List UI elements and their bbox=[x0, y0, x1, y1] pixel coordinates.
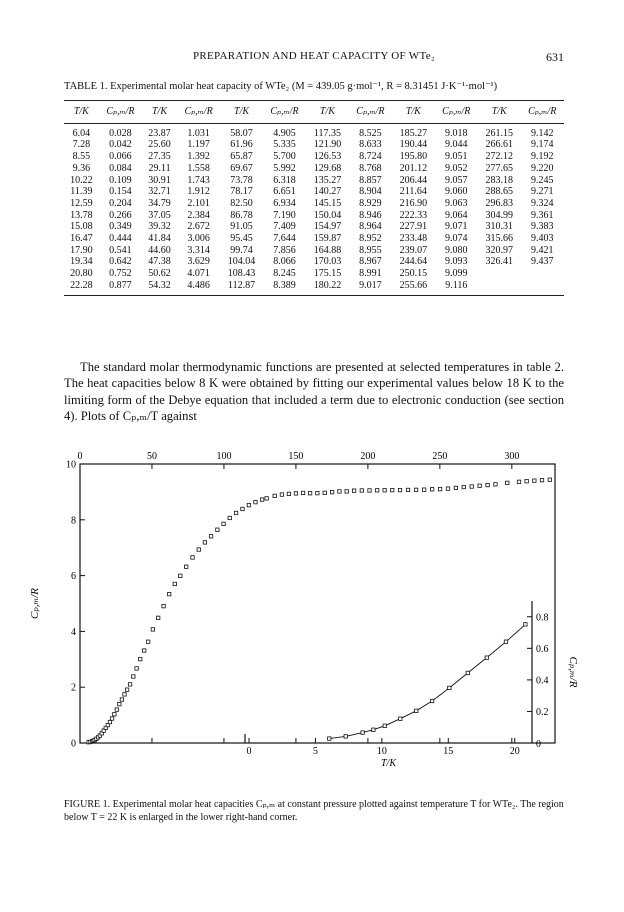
main-data-point bbox=[123, 693, 126, 696]
table-cell: 9.044 bbox=[445, 139, 468, 151]
table-cell: 277.65 bbox=[485, 162, 513, 174]
table-cell: 145.15 bbox=[313, 197, 342, 209]
table-header-10: T/K bbox=[478, 101, 520, 124]
main-data-point bbox=[294, 492, 297, 495]
main-data-point bbox=[125, 688, 128, 691]
running-title: PREPARATION AND HEAT CAPACITY OF WTe₂ bbox=[192, 50, 436, 62]
main-data-point bbox=[184, 565, 187, 568]
main-data-point bbox=[308, 492, 311, 495]
table-cell: 1.558 bbox=[187, 162, 210, 174]
main-data-point bbox=[151, 628, 154, 631]
table-cell: 3.314 bbox=[187, 244, 210, 256]
table-cell: 288.65 bbox=[485, 186, 513, 198]
inset-y-tick-label: 0.8 bbox=[536, 612, 549, 624]
table-cell: 126.53 bbox=[313, 151, 342, 163]
table-cell: 9.116 bbox=[435, 280, 478, 295]
main-x-tick-label: 300 bbox=[504, 451, 520, 462]
inset-y-axis-label: Cₚ,ₘ/R bbox=[567, 656, 579, 688]
inset-data-point bbox=[430, 699, 433, 702]
main-y-tick-label: 4 bbox=[71, 626, 76, 638]
table-cell: 0.349 bbox=[109, 221, 132, 233]
main-data-point bbox=[414, 488, 417, 491]
table-cell: 9.324 bbox=[530, 197, 554, 209]
table-cell: 19.34 bbox=[70, 256, 93, 268]
table-cell: 11.39 bbox=[70, 186, 93, 198]
page-number: 631 bbox=[546, 50, 564, 64]
main-y-tick-label: 0 bbox=[71, 738, 76, 750]
main-data-point bbox=[191, 556, 194, 559]
table-cell: 185.27 bbox=[399, 127, 428, 139]
main-data-point bbox=[540, 478, 543, 481]
table-cell: 315.66 bbox=[485, 233, 513, 245]
table-cell: 69.67 bbox=[230, 162, 253, 174]
inset-data-point bbox=[344, 735, 347, 738]
table-cell: 320.97 bbox=[485, 244, 513, 256]
main-data-point bbox=[203, 541, 206, 544]
table-cell: 8.066 bbox=[273, 256, 296, 268]
table-cell: 8.952 bbox=[359, 233, 382, 245]
table-cell: 9.018 bbox=[445, 127, 468, 139]
table-cell: 9.361 bbox=[530, 209, 554, 221]
table-cell: 9.220 bbox=[530, 162, 554, 174]
table-cell: 82.50 bbox=[230, 197, 253, 209]
table-cell: 201.12 bbox=[399, 162, 428, 174]
inset-x-tick-label: 5 bbox=[312, 746, 318, 757]
table-header-0: T/K bbox=[64, 101, 99, 124]
table-cell: 0.752 bbox=[109, 268, 132, 280]
table-cell: 9.245 bbox=[530, 174, 554, 186]
table-cell: 9.271 bbox=[530, 186, 554, 198]
table-cell: 8.389 bbox=[263, 280, 306, 295]
table-cell: 20.80 bbox=[70, 268, 93, 280]
main-data-point bbox=[406, 488, 409, 491]
main-data-point bbox=[470, 485, 473, 488]
table-cell: 9.421 bbox=[530, 244, 554, 256]
table-cell: 7.28 bbox=[72, 139, 91, 151]
inset-x-tick-label: 10 bbox=[376, 746, 387, 757]
table-cell: 54.32 bbox=[142, 280, 177, 295]
inset-y-tick-label: 0.4 bbox=[536, 675, 549, 687]
table-cell: 2.101 bbox=[187, 197, 210, 209]
table-cell: 9.36 bbox=[72, 162, 91, 174]
table-cell: 250.15 bbox=[399, 268, 428, 280]
table-cell: 22.28 bbox=[64, 280, 99, 295]
main-y-tick-label: 8 bbox=[71, 515, 76, 527]
table-cell: 211.64 bbox=[399, 186, 427, 198]
main-data-point bbox=[254, 500, 257, 503]
table-cell: 261.15 bbox=[485, 127, 513, 139]
table-cell: 266.61 bbox=[485, 139, 513, 151]
table-cell: 30.91 bbox=[148, 174, 171, 186]
table-cell: 15.08 bbox=[70, 221, 93, 233]
main-data-point bbox=[260, 498, 263, 501]
table-cell: 159.87 bbox=[313, 233, 342, 245]
table-cell: 239.07 bbox=[399, 244, 428, 256]
table-cell: 16.47 bbox=[70, 233, 93, 245]
table-cell: 1.912 bbox=[187, 186, 210, 198]
table-cell: 117.35 bbox=[313, 127, 341, 139]
inset-x-tick-label: 15 bbox=[443, 746, 454, 757]
main-data-point bbox=[368, 489, 371, 492]
main-data-point bbox=[139, 657, 142, 660]
table-cell: 1.743 bbox=[187, 174, 210, 186]
main-y-tick-label: 10 bbox=[66, 459, 76, 471]
table-cell: 25.60 bbox=[148, 139, 171, 151]
table-cell: 0.266 bbox=[109, 209, 132, 221]
table-cell: 8.964 bbox=[359, 221, 382, 233]
table-cell: 73.78 bbox=[230, 174, 253, 186]
inset-data-point bbox=[415, 709, 418, 712]
table-cell: 6.934 bbox=[273, 197, 296, 209]
main-data-point bbox=[179, 574, 182, 577]
table-cell: 104.04 bbox=[227, 256, 256, 268]
table-cell: 3.629 bbox=[187, 256, 210, 268]
table-cell: 6.318 bbox=[273, 174, 296, 186]
inset-x-tick-label: 0 bbox=[246, 746, 252, 757]
main-x-tick-label: 200 bbox=[360, 451, 376, 462]
table-cell: 129.68 bbox=[313, 162, 342, 174]
main-y-tick-label: 6 bbox=[71, 571, 76, 583]
table-cell: 13.78 bbox=[70, 209, 93, 221]
main-data-point bbox=[197, 548, 200, 551]
table-cell: 5.335 bbox=[273, 139, 296, 151]
main-x-tick-label: 100 bbox=[216, 451, 232, 462]
table-cell: 121.90 bbox=[313, 139, 342, 151]
main-data-point bbox=[128, 683, 131, 686]
table-cell: 9.437 bbox=[530, 256, 554, 268]
table-cell: 227.91 bbox=[399, 221, 428, 233]
table-cell: 9.080 bbox=[445, 244, 468, 256]
inset-y-tick-label: 0.6 bbox=[536, 643, 549, 655]
table-cell: 255.66 bbox=[392, 280, 434, 295]
main-data-point bbox=[548, 478, 551, 481]
table-cell: 1.392 bbox=[187, 151, 210, 163]
main-data-point bbox=[273, 494, 276, 497]
table-cell: 99.74 bbox=[230, 244, 253, 256]
table-cell: 0.154 bbox=[109, 186, 132, 198]
main-data-point bbox=[430, 488, 433, 491]
table-cell: 91.05 bbox=[230, 221, 253, 233]
main-data-point bbox=[478, 484, 481, 487]
main-data-point bbox=[265, 497, 268, 500]
table-cell: 39.32 bbox=[148, 221, 171, 233]
main-data-point bbox=[228, 516, 231, 519]
table-cell: 180.22 bbox=[306, 280, 348, 295]
table-cell: 8.768 bbox=[359, 162, 382, 174]
table-cell: 244.64 bbox=[399, 256, 428, 268]
inset-data-point bbox=[504, 640, 507, 643]
main-data-point bbox=[375, 489, 378, 492]
table-cell: 95.45 bbox=[230, 233, 253, 245]
table-cell: 7.409 bbox=[273, 221, 296, 233]
main-data-point bbox=[398, 488, 401, 491]
table-cell: 10.22 bbox=[70, 174, 93, 186]
table-cell: 9.071 bbox=[445, 221, 468, 233]
table-caption: TABLE 1. Experimental molar heat capacity of WTe₂ (M = 439.05 g·mol⁻¹, R = 8.31451 J·K⁻¹·mol⁻¹) bbox=[64, 81, 498, 92]
main-data-point bbox=[118, 702, 121, 705]
inset-data-point bbox=[361, 731, 364, 734]
main-data-point bbox=[241, 507, 244, 510]
main-data-point bbox=[167, 592, 170, 595]
table-cell: 9.052 bbox=[445, 162, 468, 174]
table-cell: 108.43 bbox=[227, 268, 256, 280]
table-cell: 135.27 bbox=[313, 174, 342, 186]
inset-data-point bbox=[485, 656, 488, 659]
table-header-4: T/K bbox=[220, 101, 262, 124]
main-data-point bbox=[287, 492, 290, 495]
table-cell: 164.88 bbox=[313, 244, 342, 256]
table-cell: 8.946 bbox=[359, 209, 382, 221]
inset-data-point bbox=[399, 717, 402, 720]
main-x-tick-label: 0 bbox=[77, 451, 83, 462]
inset-fit-line bbox=[329, 624, 525, 738]
table-cell: 9.192 bbox=[530, 151, 554, 163]
table-cell: 7.190 bbox=[273, 209, 296, 221]
main-data-point bbox=[113, 713, 116, 716]
table-cell: 9.051 bbox=[445, 151, 468, 163]
table-header-11: Cₚ,ₘ/R bbox=[520, 101, 564, 124]
table-cell: 310.31 bbox=[485, 221, 513, 233]
table-cell: 4.905 bbox=[273, 127, 296, 139]
inset-x-axis-label: T/K bbox=[380, 758, 397, 769]
table-cell: 8.904 bbox=[359, 186, 382, 198]
main-data-point bbox=[222, 522, 225, 525]
table-cell: 9.099 bbox=[445, 268, 468, 280]
inset-data-point bbox=[372, 728, 375, 731]
main-data-point bbox=[494, 483, 497, 486]
main-data-point bbox=[280, 493, 283, 496]
figure-caption: FIGURE 1. Experimental molar heat capacities Cₚ,ₘ at constant pressure plotted against temperature T for WTe₂. The region below T = 22 K is enlarged in the lower right-hand corner. bbox=[64, 799, 564, 823]
table-cell: 0.066 bbox=[109, 151, 132, 163]
table-header-8: T/K bbox=[392, 101, 434, 124]
main-data-point bbox=[517, 480, 520, 483]
body-paragraph-text: The standard molar thermodynamic functions are presented at selected temperatures in table 2. The heat capacities below 8 K were obtained by fitting our experimental values below 18 K to the limiting form of the Debye equation that included a term due to electronic conduction (see section 4). Plots of Cₚ,ₘ/T against bbox=[64, 360, 564, 423]
table-cell: 150.04 bbox=[313, 209, 342, 221]
table-cell: 9.057 bbox=[445, 174, 468, 186]
table-cell: 37.05 bbox=[148, 209, 171, 221]
table-cell: 32.71 bbox=[148, 186, 171, 198]
table-cell: 0.541 bbox=[109, 244, 132, 256]
table-cell: 8.724 bbox=[359, 151, 382, 163]
table-header-1: Cₚ,ₘ/R bbox=[99, 101, 142, 124]
table-cell: 9.174 bbox=[530, 139, 554, 151]
table-cell: 170.03 bbox=[313, 256, 342, 268]
table-cell: 222.33 bbox=[399, 209, 428, 221]
inset-y-tick-label: 0.2 bbox=[536, 706, 549, 718]
main-data-point bbox=[533, 479, 536, 482]
table-cell: 0.042 bbox=[109, 139, 132, 151]
main-plot-frame bbox=[80, 464, 555, 743]
table-cell: 29.11 bbox=[148, 162, 171, 174]
main-data-point bbox=[352, 489, 355, 492]
main-data-point bbox=[360, 489, 363, 492]
table-cell: 7.644 bbox=[273, 233, 296, 245]
table-cell: 3.006 bbox=[187, 233, 210, 245]
table-cell: 6.651 bbox=[273, 186, 296, 198]
table-cell: 8.245 bbox=[273, 268, 296, 280]
table-cell: 304.99 bbox=[485, 209, 513, 221]
table-cell: 206.44 bbox=[399, 174, 428, 186]
table-cell: 1.197 bbox=[187, 139, 210, 151]
table-cell: 0.204 bbox=[109, 197, 132, 209]
main-data-point bbox=[135, 667, 138, 670]
main-data-point bbox=[338, 490, 341, 493]
main-y-axis-label: Cₚ,ₘ/R bbox=[29, 587, 41, 620]
table-cell: 1.031 bbox=[187, 127, 210, 139]
table-cell: 8.633 bbox=[359, 139, 382, 151]
table-cell: 78.17 bbox=[230, 186, 253, 198]
table-cell: 9.063 bbox=[445, 197, 468, 209]
table-cell: 9.383 bbox=[530, 221, 554, 233]
table-cell: 9.017 bbox=[349, 280, 392, 295]
table-cell: 112.87 bbox=[220, 280, 262, 295]
main-data-point bbox=[391, 488, 394, 491]
table-cell: 41.84 bbox=[148, 233, 171, 245]
table-cell: 0.877 bbox=[99, 280, 142, 295]
main-data-point bbox=[462, 485, 465, 488]
table-cell: 272.12 bbox=[485, 151, 513, 163]
main-data-point bbox=[323, 491, 326, 494]
inset-y-tick-label: 0 bbox=[536, 739, 541, 750]
table-cell: 140.27 bbox=[313, 186, 342, 198]
main-data-point bbox=[301, 491, 304, 494]
table-cell: 216.90 bbox=[399, 197, 428, 209]
table-cell: 2.672 bbox=[187, 221, 210, 233]
inset-data-point bbox=[524, 623, 527, 626]
main-data-point bbox=[110, 717, 113, 720]
main-data-point bbox=[108, 720, 111, 723]
table-cell: 9.093 bbox=[445, 256, 468, 268]
table-cell: 296.83 bbox=[485, 197, 513, 209]
main-data-point bbox=[173, 582, 176, 585]
table-cell: 44.60 bbox=[148, 244, 171, 256]
main-x-tick-label: 250 bbox=[432, 451, 448, 462]
main-data-point bbox=[132, 675, 135, 678]
main-data-point bbox=[120, 698, 123, 701]
table-cell: 2.384 bbox=[187, 209, 210, 221]
table-cell: 195.80 bbox=[399, 151, 428, 163]
table-cell: 47.38 bbox=[148, 256, 171, 268]
table-cell: 86.78 bbox=[230, 209, 253, 221]
table-cell: 0.109 bbox=[109, 174, 132, 186]
main-data-point bbox=[383, 489, 386, 492]
main-data-point bbox=[146, 640, 149, 643]
main-data-point bbox=[422, 488, 425, 491]
main-y-tick-label: 2 bbox=[71, 682, 76, 694]
main-data-point bbox=[316, 491, 319, 494]
table-cell: 7.856 bbox=[273, 244, 296, 256]
main-data-point bbox=[162, 604, 165, 607]
table-cell: 8.929 bbox=[359, 197, 382, 209]
inset-data-point bbox=[448, 686, 451, 689]
table-cell: 8.955 bbox=[359, 244, 382, 256]
table-cell: 34.79 bbox=[148, 197, 171, 209]
table-cell: 61.96 bbox=[230, 139, 253, 151]
table-cell: 50.62 bbox=[148, 268, 171, 280]
main-data-point bbox=[216, 528, 219, 531]
main-data-point bbox=[209, 535, 212, 538]
table-cell: 8.857 bbox=[359, 174, 382, 186]
table-cell: 0.444 bbox=[109, 233, 132, 245]
table-cell: 0.028 bbox=[109, 127, 132, 139]
table-cell: 175.15 bbox=[313, 268, 342, 280]
main-data-point bbox=[446, 487, 449, 490]
table-cell: 8.525 bbox=[359, 127, 382, 139]
table-header-9: Cₚ,ₘ/R bbox=[435, 101, 478, 124]
main-data-point bbox=[247, 503, 250, 506]
table-cell: 5.700 bbox=[273, 151, 296, 163]
table-cell: 65.87 bbox=[230, 151, 253, 163]
table-cell: 4.486 bbox=[177, 280, 220, 295]
main-data-point bbox=[506, 481, 509, 484]
table-cell: 17.90 bbox=[70, 244, 93, 256]
table-cell: 9.064 bbox=[445, 209, 468, 221]
table-cell: 326.41 bbox=[485, 256, 513, 268]
table-cell: 23.87 bbox=[148, 127, 171, 139]
table-cell: 233.48 bbox=[399, 233, 428, 245]
main-x-tick-label: 50 bbox=[146, 451, 157, 462]
table-cell: 0.642 bbox=[109, 256, 132, 268]
main-data-point bbox=[156, 616, 159, 619]
main-data-point bbox=[115, 708, 118, 711]
main-data-point bbox=[345, 490, 348, 493]
table-cell: 5.992 bbox=[273, 162, 296, 174]
main-data-point bbox=[142, 649, 145, 652]
table-cell: 8.55 bbox=[72, 151, 91, 163]
table-cell: 4.071 bbox=[187, 268, 210, 280]
table-cell: 9.060 bbox=[445, 186, 468, 198]
table-cell: 9.142 bbox=[530, 127, 554, 139]
main-data-point bbox=[330, 490, 333, 493]
table-cell: 283.18 bbox=[485, 174, 513, 186]
main-x-tick-label: 150 bbox=[288, 451, 304, 462]
table-cell: 154.97 bbox=[313, 221, 342, 233]
inset-data-point bbox=[466, 671, 469, 674]
inset-data-point bbox=[328, 737, 331, 740]
table-header-7: Cₚ,ₘ/R bbox=[349, 101, 392, 124]
main-data-point bbox=[525, 480, 528, 483]
table-header-5: Cₚ,ₘ/R bbox=[263, 101, 306, 124]
table-header-6: T/K bbox=[306, 101, 348, 124]
table-cell: 6.04 bbox=[72, 127, 91, 139]
table-cell: 190.44 bbox=[399, 139, 428, 151]
main-data-point bbox=[454, 486, 457, 489]
table-cell: 8.967 bbox=[359, 256, 382, 268]
table-cell: 9.403 bbox=[530, 233, 554, 245]
table-cell: 0.084 bbox=[109, 162, 132, 174]
inset-x-tick-label: 20 bbox=[509, 746, 520, 757]
main-data-point bbox=[438, 487, 441, 490]
main-data-point bbox=[234, 511, 237, 514]
table-header-2: T/K bbox=[142, 101, 177, 124]
table-cell: 9.074 bbox=[445, 233, 468, 245]
table-header-3: Cₚ,ₘ/R bbox=[177, 101, 220, 124]
table-cell: 8.991 bbox=[359, 268, 382, 280]
table-cell: 27.35 bbox=[148, 151, 171, 163]
table-cell: 58.07 bbox=[230, 127, 253, 139]
table-cell: 12.59 bbox=[70, 197, 93, 209]
inset-data-point bbox=[383, 724, 386, 727]
main-data-point bbox=[486, 483, 489, 486]
